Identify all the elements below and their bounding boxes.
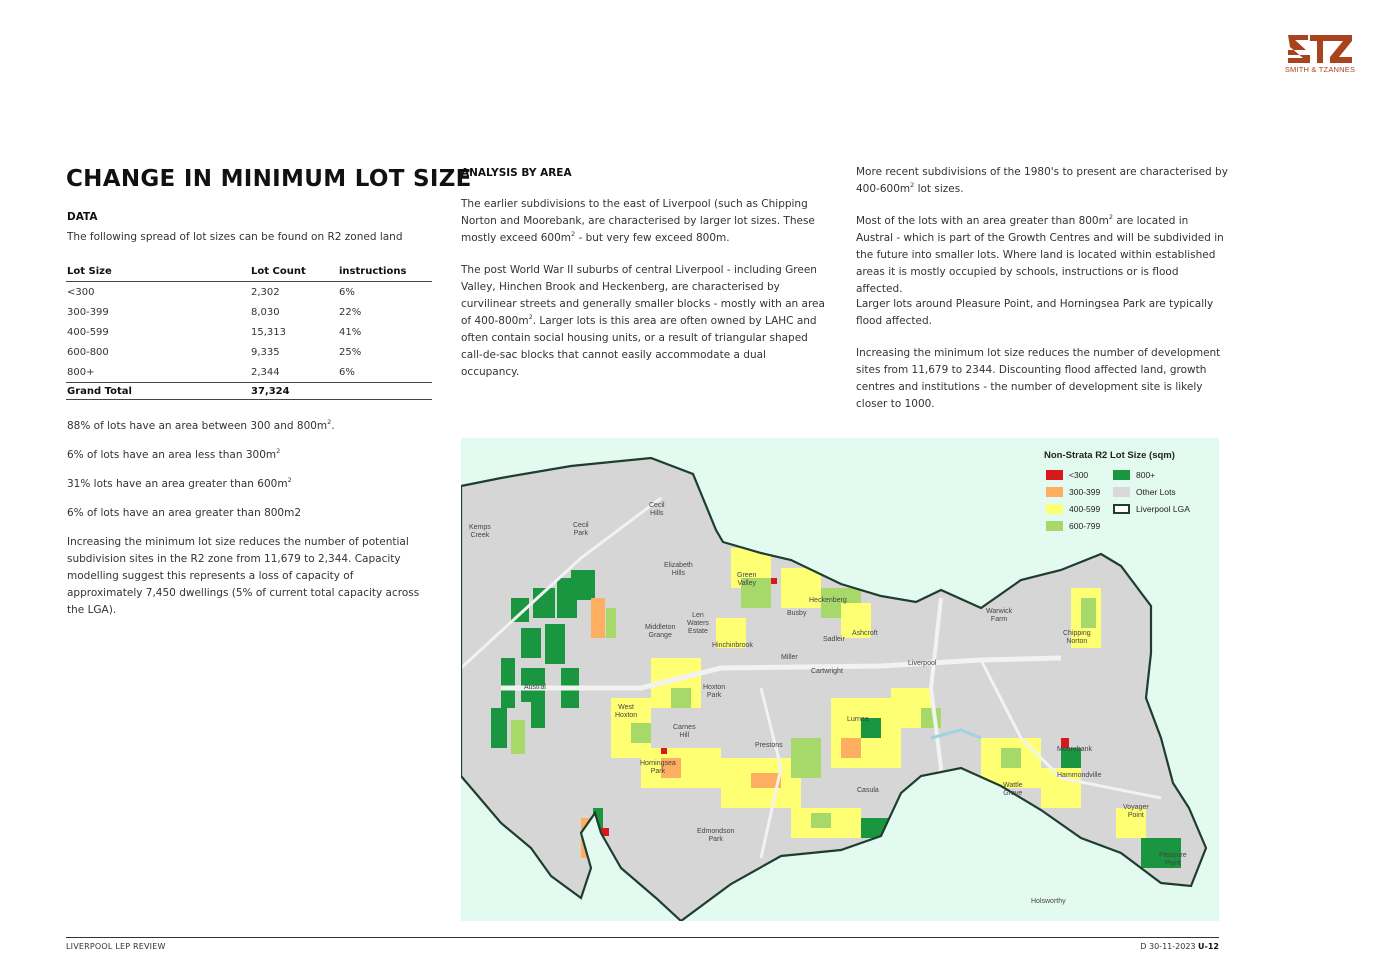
data-intro: The following spread of lot sizes can be found on R2 zoned land: [67, 231, 403, 243]
table-header-row: [66, 262, 432, 282]
page-number: U-12: [1198, 942, 1219, 951]
legend-item: 800+: [1113, 470, 1155, 480]
place-label: Warwick Farm: [986, 608, 1013, 623]
place-label: Holsworthy: [1031, 898, 1066, 905]
stat-paragraph: 88% of lots have an area between 300 and $800m^2$.: [67, 418, 335, 432]
capacity-paragraph: Increasing the minimum lot size reduces the number of potential subdivision sites in the R2 zone from 11,679 to 2,344. Capacity modelling suggest this represents a loss of capacity of approximately 7,450 dwellings (5% of current total capacity across the LGA).: [67, 536, 420, 616]
footer-page-info: D 30-11-2023 U-12: [1140, 942, 1219, 951]
column-header: Lot Count: [250, 262, 338, 282]
lot-size-table: [66, 262, 432, 400]
place-label: Cartwright: [811, 668, 843, 675]
page-title: CHANGE IN MINIMUM LOT SIZE: [66, 166, 472, 192]
legend-swatch: [1113, 504, 1130, 514]
stat-paragraph: 6% of lots have an area greater than 800m2: [67, 507, 302, 519]
legend-item: 400-599: [1046, 504, 1100, 514]
table-cell: 25%: [339, 346, 362, 358]
table-cell: 2,344: [251, 366, 280, 378]
place-label: Edmondson Park: [697, 828, 735, 843]
place-label: Heckenberg: [809, 597, 847, 604]
place-label: Carnes Hill: [673, 724, 696, 739]
place-label: Middleton Grange: [645, 624, 676, 639]
analysis-paragraph: The earlier subdivisions to the east of Liverpool (such as Chipping Norton and Moorebank, are characterised by larger lot sizes. These mostly exceed $600m^2$ - but very few exceed 800m.: [461, 198, 815, 244]
analysis-paragraph: Larger lots around Pleasure Point, and Horningsea Park are typically flood affected.: [856, 298, 1214, 327]
analysis-paragraph: The post World War II suburbs of central Liverpool - including Green Valley, Hinchen Brook and Heckenberg, are characterised by curvilinear streets and generally smaller blocks - mostly with an area of $400-800m^2$. Larger lots is this area are often owned by LAHC and often contain social housing units, or a result of triangular shaped call-de-sac blocks that cannot easily accommodate a dual occupancy.: [461, 264, 825, 378]
table-cell: [338, 383, 432, 400]
stz-logo-icon: [1284, 33, 1356, 65]
legend-swatch: [1046, 487, 1063, 497]
place-label: Pleasure Point: [1159, 852, 1187, 867]
table-cell: 300-399: [67, 306, 109, 318]
legend-item: Other Lots: [1113, 487, 1176, 497]
table-cell: Grand Total: [66, 383, 250, 400]
place-label: Green Valley: [737, 572, 757, 587]
table-row: [66, 342, 432, 362]
place-label: Elizabeth Hills: [664, 562, 693, 577]
stat-paragraph: 31% lots have an area greater than $600m^2$: [67, 476, 292, 490]
table-row: [66, 282, 432, 303]
place-label: Casula: [857, 787, 879, 794]
analysis-paragraph: Increasing the minimum lot size reduces the number of development sites from 11,679 to 2344. Discounting flood affected land, growth centres and institutions - the number of development site is likely closer to 1000.: [856, 347, 1221, 410]
place-label: Busby: [787, 610, 807, 617]
column-header: instructions: [338, 262, 432, 282]
analysis-paragraph: Most of the lots with an area greater than $800m^2$ are located in Austral - which is part of the Growth Centres and will be subdivided in the future into smaller lots. Where land is located within established areas it is mostly occupied by schools, instructions or is flood affected.: [856, 213, 1224, 295]
footer-divider: [66, 937, 1219, 938]
legend-swatch: [1113, 487, 1130, 497]
table-cell: 22%: [339, 306, 362, 318]
place-label: Moorebank: [1057, 746, 1093, 753]
table-cell: 600-800: [67, 346, 109, 358]
place-label: Voyager Point: [1123, 804, 1149, 819]
legend-item: Liverpool LGA: [1113, 504, 1190, 514]
lot-patches: [461, 438, 1219, 921]
legend-title: Non-Strata R2 Lot Size (sqm): [1044, 450, 1175, 461]
table-row: [66, 302, 432, 322]
footer-document-title: LIVERPOOL LEP REVIEW: [66, 942, 166, 951]
column-header: Lot Size: [66, 262, 250, 282]
table-row: [66, 322, 432, 342]
place-label: Hammondville: [1057, 772, 1102, 779]
place-label: Ashcroft: [852, 630, 878, 637]
place-label: Prestons: [755, 742, 783, 749]
place-label: Horningsea Park: [640, 760, 676, 775]
place-label: Lurnea: [847, 716, 869, 723]
data-heading: DATA: [67, 211, 98, 223]
place-label: Len Waters Estate: [687, 612, 709, 635]
place-label: West Hoxton: [615, 704, 638, 719]
table-cell: 8,030: [251, 306, 280, 318]
legend-swatch: [1046, 504, 1063, 514]
table-total-row: [66, 383, 432, 400]
place-label: Sadleir: [823, 636, 845, 643]
map-legend: [1044, 450, 1214, 531]
legend-swatch: [1046, 470, 1063, 480]
legend-item: <300: [1046, 470, 1088, 480]
analysis-paragraph: More recent subdivisions of the 1980's to present are characterised by $400-600m^2$ lot sizes.: [856, 166, 1228, 195]
place-label: Hoxton Park: [703, 684, 726, 699]
table-cell: 6%: [339, 286, 355, 298]
legend-item: 600-799: [1046, 521, 1100, 531]
legend-item: 300-399: [1046, 487, 1100, 497]
place-label: Cecil Park: [573, 522, 589, 537]
place-label: Kemps Creek: [469, 524, 491, 539]
table-cell: 15,313: [251, 326, 286, 338]
place-label: Miller: [781, 654, 798, 661]
place-label: Austral: [524, 684, 546, 691]
place-label: Chipping Norton: [1063, 630, 1091, 645]
table-cell: 800+: [67, 366, 95, 378]
place-label: Cecil Hills: [649, 502, 665, 517]
legend-swatch: [1046, 521, 1063, 531]
brand-name: SMITH & TZANNES: [1284, 65, 1356, 74]
table-cell: 6%: [339, 366, 355, 378]
stat-paragraph: 6% of lots have an area less than $300m^2$: [67, 447, 281, 461]
lot-size-map: [461, 438, 1219, 921]
place-label: Wattle Grove: [1003, 782, 1023, 797]
place-label: Liverpool: [908, 660, 937, 667]
table-cell: 37,324: [250, 383, 338, 400]
analysis-heading: ANALYSIS BY AREA: [461, 167, 572, 179]
table-cell: 2,302: [251, 286, 280, 298]
table-row: [66, 362, 432, 383]
table-cell: <300: [67, 286, 95, 298]
place-label: Hinchinbrook: [712, 642, 753, 649]
table-cell: 41%: [339, 326, 362, 338]
legend-swatch: [1113, 470, 1130, 480]
table-cell: 400-599: [67, 326, 109, 338]
lga-map-graphic: [461, 438, 1219, 921]
table-cell: 9,335: [251, 346, 280, 358]
